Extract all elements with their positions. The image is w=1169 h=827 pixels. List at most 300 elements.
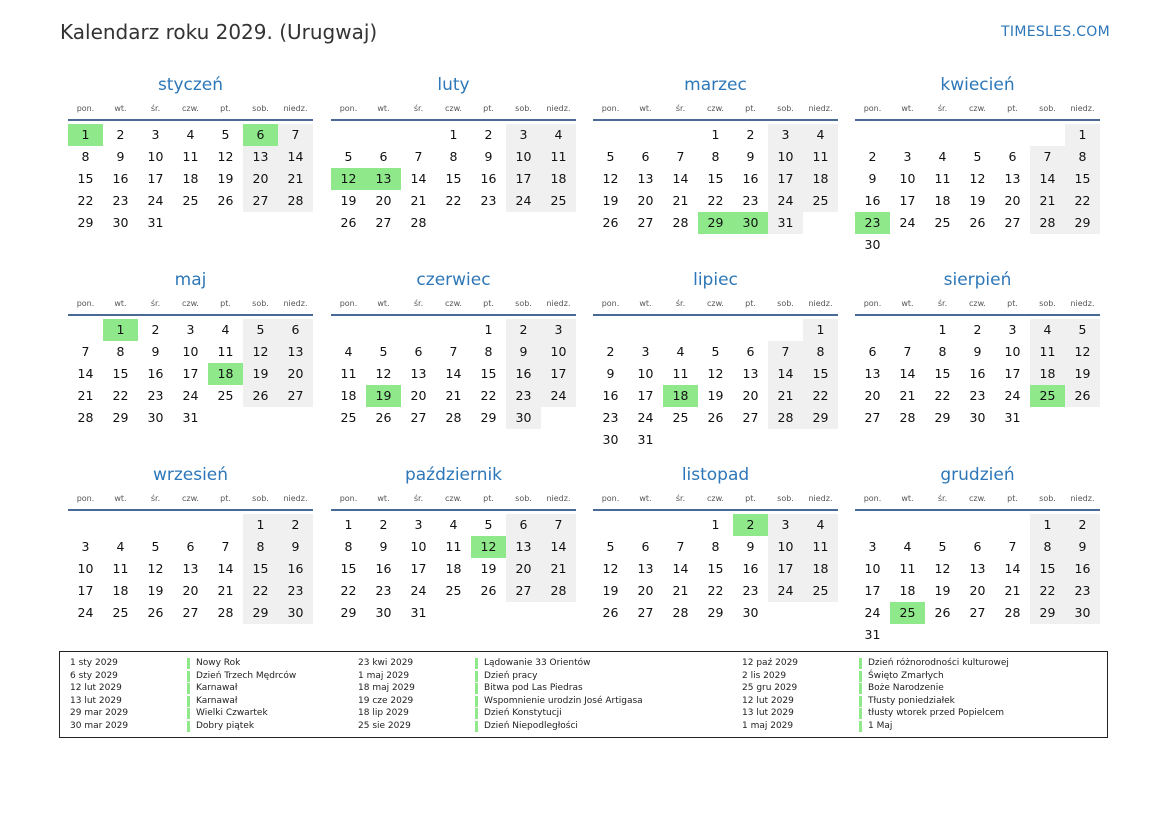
holiday-date: 23 kwi 2029 bbox=[358, 658, 414, 668]
day-cell: 24 bbox=[506, 190, 541, 212]
holiday-date: 12 lut 2029 bbox=[742, 695, 794, 706]
day-cell: 28 bbox=[410, 215, 427, 230]
day-cell: 5 bbox=[606, 539, 615, 554]
day-cell: 17 bbox=[541, 363, 576, 385]
weekday-label: sob. bbox=[777, 104, 794, 113]
day-cell: 5 bbox=[973, 149, 982, 164]
day-cell: 20 bbox=[637, 583, 654, 598]
day-cell: 20 bbox=[969, 583, 986, 598]
holiday-name: Dzień Konstytucji bbox=[484, 708, 562, 719]
day-cell: 18 bbox=[1030, 363, 1065, 385]
day-cell: 26 bbox=[340, 215, 357, 230]
day-cell: 29 bbox=[480, 410, 497, 425]
day-cell: 20 bbox=[864, 388, 881, 403]
day-cell: 29 bbox=[340, 605, 357, 620]
day-cell: 9 bbox=[506, 341, 541, 363]
month-block bbox=[68, 268, 313, 429]
legend-row bbox=[742, 682, 1072, 695]
month-title: wrzesień bbox=[152, 465, 229, 485]
day-cell: 22 bbox=[1065, 190, 1100, 212]
day-cell: 19 bbox=[1065, 363, 1100, 385]
weekday-label: sob. bbox=[515, 104, 532, 113]
holiday-name: 1 Maj bbox=[868, 720, 893, 731]
day-cell: 13 bbox=[1004, 171, 1021, 186]
legend-row bbox=[70, 657, 400, 670]
weekday-label: pt. bbox=[745, 299, 756, 308]
holiday-date: 12 paź 2029 bbox=[742, 658, 799, 668]
day-cell: 15 bbox=[243, 558, 278, 580]
month-title: styczeń bbox=[157, 75, 224, 95]
month-title: maj bbox=[174, 270, 207, 290]
day-cell: 6 bbox=[278, 319, 313, 341]
day-cell: 31 bbox=[182, 410, 199, 425]
day-cell: 8 bbox=[1030, 536, 1065, 558]
day-cell: 28 bbox=[672, 215, 689, 230]
day-cell: 23 bbox=[278, 580, 313, 602]
empty-cell bbox=[960, 514, 995, 536]
weekday-label: niedz. bbox=[546, 104, 571, 113]
holiday-date: 30 mar 2029 bbox=[70, 720, 129, 731]
month-block bbox=[593, 73, 838, 234]
weekday-label: pon. bbox=[601, 299, 620, 308]
day-cell: 9 bbox=[868, 171, 877, 186]
day-cell: 26 bbox=[243, 385, 278, 407]
day-cell: 3 bbox=[768, 124, 803, 146]
day-cell: 18 bbox=[803, 558, 838, 580]
holiday-date: 12 lut 2029 bbox=[70, 683, 122, 694]
day-cell: 10 bbox=[768, 536, 803, 558]
day-cell: 21 bbox=[278, 168, 313, 190]
day-cell: 29 bbox=[1030, 602, 1065, 624]
weekday-label: wt. bbox=[639, 299, 652, 308]
day-cell: 22 bbox=[243, 580, 278, 602]
day-cell: 10 bbox=[77, 561, 94, 576]
day-cell: 28 bbox=[217, 605, 234, 620]
empty-cell bbox=[208, 514, 243, 536]
day-cell: 14 bbox=[672, 561, 689, 576]
legend-row bbox=[742, 720, 1072, 733]
brand-link[interactable]: TIMESLES.COM bbox=[1001, 24, 1110, 40]
weekday-label: niedz. bbox=[808, 299, 833, 308]
weekday-label: pt. bbox=[220, 104, 231, 113]
weekday-label: wt. bbox=[377, 494, 390, 503]
month-block bbox=[593, 463, 838, 624]
empty-cell bbox=[855, 319, 890, 341]
holiday-name: Dzień Niepodległości bbox=[484, 720, 578, 731]
month-days bbox=[68, 124, 313, 234]
day-cell: 21 bbox=[672, 193, 689, 208]
day-cell: 4 bbox=[186, 127, 195, 142]
month-days bbox=[593, 319, 838, 451]
weekday-label: pon. bbox=[76, 104, 95, 113]
weekday-label: czw. bbox=[182, 494, 199, 503]
day-cell: 11 bbox=[541, 146, 576, 168]
day-cell: 8 bbox=[449, 149, 458, 164]
holiday-day-cell: 1 bbox=[68, 124, 103, 146]
weekday-label: pt. bbox=[745, 104, 756, 113]
day-cell: 23 bbox=[375, 583, 392, 598]
day-cell: 9 bbox=[379, 539, 388, 554]
day-cell: 30 bbox=[1065, 602, 1100, 624]
holiday-day-cell: 2 bbox=[733, 514, 768, 536]
weekday-label: pon. bbox=[339, 299, 358, 308]
day-cell: 3 bbox=[1008, 322, 1017, 337]
empty-cell bbox=[331, 319, 366, 341]
day-cell: 8 bbox=[243, 536, 278, 558]
weekday-label: sob. bbox=[777, 299, 794, 308]
weekday-label: pt. bbox=[745, 494, 756, 503]
holiday-name: Lądowanie 33 Orientów bbox=[484, 658, 591, 668]
day-cell: 17 bbox=[864, 583, 881, 598]
weekday-label: niedz. bbox=[808, 104, 833, 113]
weekday-label: niedz. bbox=[808, 494, 833, 503]
day-cell: 3 bbox=[903, 149, 912, 164]
weekday-label: sob. bbox=[1039, 299, 1056, 308]
day-cell: 15 bbox=[707, 171, 724, 186]
legend-row bbox=[742, 670, 1072, 683]
day-cell: 8 bbox=[81, 149, 90, 164]
day-cell: 1 bbox=[484, 322, 493, 337]
day-cell: 24 bbox=[637, 410, 654, 425]
holiday-marker bbox=[859, 721, 862, 732]
legend-row bbox=[742, 707, 1072, 720]
weekday-label: czw. bbox=[445, 299, 462, 308]
weekday-header bbox=[593, 294, 838, 316]
day-cell: 27 bbox=[742, 410, 759, 425]
day-cell: 31 bbox=[410, 605, 427, 620]
day-cell: 27 bbox=[637, 605, 654, 620]
weekday-label: pt. bbox=[1007, 299, 1018, 308]
day-cell: 6 bbox=[973, 539, 982, 554]
weekday-label: niedz. bbox=[283, 494, 308, 503]
holiday-marker bbox=[859, 708, 862, 719]
weekday-label: czw. bbox=[182, 104, 199, 113]
day-cell: 1 bbox=[938, 322, 947, 337]
day-cell: 2 bbox=[151, 322, 160, 337]
day-cell: 15 bbox=[934, 366, 951, 381]
day-cell: 15 bbox=[1065, 168, 1100, 190]
holiday-name: Dzień pracy bbox=[484, 670, 538, 681]
day-cell: 28 bbox=[768, 407, 803, 429]
empty-cell bbox=[890, 124, 925, 146]
weekday-header bbox=[855, 294, 1100, 316]
day-cell: 14 bbox=[410, 171, 427, 186]
empty-cell bbox=[401, 319, 436, 341]
day-cell: 17 bbox=[506, 168, 541, 190]
day-cell: 22 bbox=[445, 193, 462, 208]
weekday-label: pt. bbox=[220, 494, 231, 503]
weekday-label: niedz. bbox=[283, 104, 308, 113]
day-cell: 29 bbox=[803, 407, 838, 429]
day-cell: 9 bbox=[116, 149, 125, 164]
day-cell: 7 bbox=[768, 341, 803, 363]
day-cell: 5 bbox=[1065, 319, 1100, 341]
month-block bbox=[593, 268, 838, 451]
holiday-date: 18 maj 2029 bbox=[358, 683, 415, 694]
holiday-marker bbox=[187, 671, 190, 682]
day-cell: 10 bbox=[864, 561, 881, 576]
empty-cell bbox=[1030, 124, 1065, 146]
day-cell: 20 bbox=[278, 363, 313, 385]
holiday-day-cell: 18 bbox=[663, 385, 698, 407]
month-days bbox=[68, 514, 313, 624]
day-cell: 11 bbox=[934, 171, 951, 186]
day-cell: 7 bbox=[1008, 539, 1017, 554]
day-cell: 17 bbox=[182, 366, 199, 381]
weekday-header bbox=[68, 489, 313, 511]
day-cell: 2 bbox=[116, 127, 125, 142]
day-cell: 1 bbox=[1065, 124, 1100, 146]
day-cell: 24 bbox=[77, 605, 94, 620]
weekday-label: sob. bbox=[1039, 494, 1056, 503]
day-cell: 8 bbox=[116, 344, 125, 359]
day-cell: 1 bbox=[803, 319, 838, 341]
day-cell: 8 bbox=[344, 539, 353, 554]
empty-cell bbox=[628, 124, 663, 146]
empty-cell bbox=[855, 514, 890, 536]
day-cell: 16 bbox=[969, 366, 986, 381]
day-cell: 24 bbox=[768, 190, 803, 212]
holiday-date: 6 sty 2029 bbox=[70, 670, 118, 681]
holiday-day-cell: 13 bbox=[366, 168, 401, 190]
day-cell: 25 bbox=[672, 410, 689, 425]
day-cell: 29 bbox=[1065, 212, 1100, 234]
day-cell: 2 bbox=[484, 127, 493, 142]
day-cell: 5 bbox=[938, 539, 947, 554]
day-cell: 27 bbox=[182, 605, 199, 620]
empty-cell bbox=[103, 514, 138, 536]
day-cell: 21 bbox=[77, 388, 94, 403]
day-cell: 1 bbox=[344, 517, 353, 532]
weekday-label: pt. bbox=[1007, 104, 1018, 113]
month-block bbox=[331, 268, 576, 429]
empty-cell bbox=[890, 319, 925, 341]
day-cell: 13 bbox=[410, 366, 427, 381]
weekday-label: śr. bbox=[937, 299, 948, 308]
empty-cell bbox=[663, 319, 698, 341]
day-cell: 4 bbox=[1030, 319, 1065, 341]
weekday-label: sob. bbox=[777, 494, 794, 503]
day-cell: 23 bbox=[506, 385, 541, 407]
day-cell: 16 bbox=[742, 171, 759, 186]
day-cell: 11 bbox=[1030, 341, 1065, 363]
day-cell: 19 bbox=[480, 561, 497, 576]
day-cell: 14 bbox=[77, 366, 94, 381]
day-cell: 17 bbox=[899, 193, 916, 208]
legend-row bbox=[358, 720, 688, 733]
empty-cell bbox=[995, 514, 1030, 536]
day-cell: 9 bbox=[151, 344, 160, 359]
day-cell: 7 bbox=[1030, 146, 1065, 168]
holiday-marker bbox=[187, 721, 190, 732]
month-days bbox=[331, 319, 576, 429]
day-cell: 19 bbox=[147, 583, 164, 598]
day-cell: 22 bbox=[803, 385, 838, 407]
holiday-name: Nowy Rok bbox=[196, 658, 241, 668]
weekday-label: niedz. bbox=[1070, 299, 1095, 308]
weekday-label: pon. bbox=[601, 494, 620, 503]
day-cell: 15 bbox=[445, 171, 462, 186]
holiday-day-cell: 1 bbox=[103, 319, 138, 341]
day-cell: 3 bbox=[641, 344, 650, 359]
day-cell: 12 bbox=[243, 341, 278, 363]
weekday-label: sob. bbox=[515, 494, 532, 503]
day-cell: 15 bbox=[340, 561, 357, 576]
day-cell: 24 bbox=[899, 215, 916, 230]
month-title: czerwiec bbox=[416, 270, 491, 290]
holiday-marker bbox=[475, 721, 478, 732]
empty-cell bbox=[366, 319, 401, 341]
day-cell: 15 bbox=[707, 561, 724, 576]
holiday-name: Dobry piątek bbox=[196, 720, 255, 731]
day-cell: 6 bbox=[641, 539, 650, 554]
weekday-header bbox=[855, 99, 1100, 121]
weekday-header bbox=[593, 489, 838, 511]
day-cell: 13 bbox=[182, 561, 199, 576]
empty-cell bbox=[663, 124, 698, 146]
weekday-label: niedz. bbox=[1070, 494, 1095, 503]
day-cell: 30 bbox=[742, 605, 759, 620]
day-cell: 2 bbox=[1065, 514, 1100, 536]
day-cell: 17 bbox=[77, 583, 94, 598]
holiday-day-cell: 25 bbox=[890, 602, 925, 624]
day-cell: 2 bbox=[506, 319, 541, 341]
weekday-label: wt. bbox=[901, 494, 914, 503]
day-cell: 29 bbox=[112, 410, 129, 425]
weekday-label: czw. bbox=[707, 299, 724, 308]
day-cell: 30 bbox=[969, 410, 986, 425]
day-cell: 5 bbox=[344, 149, 353, 164]
day-cell: 8 bbox=[711, 539, 720, 554]
day-cell: 6 bbox=[379, 149, 388, 164]
day-cell: 23 bbox=[742, 583, 759, 598]
day-cell: 5 bbox=[151, 539, 160, 554]
day-cell: 15 bbox=[112, 366, 129, 381]
day-cell: 12 bbox=[969, 171, 986, 186]
empty-cell bbox=[663, 514, 698, 536]
holiday-name: Karnawał bbox=[196, 683, 238, 694]
month-title: sierpień bbox=[943, 270, 1012, 290]
weekday-label: sob. bbox=[252, 104, 269, 113]
day-cell: 14 bbox=[278, 146, 313, 168]
day-cell: 13 bbox=[637, 171, 654, 186]
day-cell: 7 bbox=[414, 149, 423, 164]
day-cell: 11 bbox=[182, 149, 199, 164]
day-cell: 30 bbox=[112, 215, 129, 230]
month-title: październik bbox=[404, 465, 503, 485]
weekday-label: niedz. bbox=[546, 494, 571, 503]
day-cell: 24 bbox=[864, 605, 881, 620]
day-cell: 14 bbox=[1030, 168, 1065, 190]
weekday-label: pt. bbox=[220, 299, 231, 308]
day-cell: 17 bbox=[410, 561, 427, 576]
day-cell: 20 bbox=[506, 558, 541, 580]
day-cell: 26 bbox=[1065, 385, 1100, 407]
day-cell: 28 bbox=[278, 190, 313, 212]
weekday-header bbox=[855, 489, 1100, 511]
day-cell: 5 bbox=[221, 127, 230, 142]
weekday-label: czw. bbox=[182, 299, 199, 308]
legend-column bbox=[358, 657, 688, 733]
empty-cell bbox=[593, 514, 628, 536]
day-cell: 27 bbox=[969, 605, 986, 620]
day-cell: 6 bbox=[641, 149, 650, 164]
day-cell: 9 bbox=[1065, 536, 1100, 558]
day-cell: 25 bbox=[541, 190, 576, 212]
day-cell: 10 bbox=[147, 149, 164, 164]
day-cell: 21 bbox=[217, 583, 234, 598]
day-cell: 18 bbox=[803, 168, 838, 190]
day-cell: 23 bbox=[147, 388, 164, 403]
day-cell: 21 bbox=[445, 388, 462, 403]
day-cell: 30 bbox=[147, 410, 164, 425]
day-cell: 30 bbox=[506, 407, 541, 429]
day-cell: 21 bbox=[899, 388, 916, 403]
empty-cell bbox=[855, 124, 890, 146]
day-cell: 31 bbox=[1004, 410, 1021, 425]
day-cell: 31 bbox=[147, 215, 164, 230]
weekday-label: pon. bbox=[601, 104, 620, 113]
day-cell: 17 bbox=[147, 171, 164, 186]
day-cell: 26 bbox=[602, 215, 619, 230]
holiday-date: 1 sty 2029 bbox=[70, 658, 118, 668]
weekday-label: czw. bbox=[707, 494, 724, 503]
weekday-label: wt. bbox=[901, 104, 914, 113]
day-cell: 12 bbox=[217, 149, 234, 164]
weekday-label: sob. bbox=[252, 494, 269, 503]
day-cell: 25 bbox=[803, 190, 838, 212]
weekday-label: czw. bbox=[445, 494, 462, 503]
day-cell: 28 bbox=[672, 605, 689, 620]
month-title: lipiec bbox=[693, 270, 738, 290]
day-cell: 2 bbox=[746, 127, 755, 142]
holiday-date: 18 lip 2029 bbox=[358, 708, 409, 719]
day-cell: 21 bbox=[672, 583, 689, 598]
holiday-date: 1 maj 2029 bbox=[358, 670, 410, 681]
holiday-date: 19 cze 2029 bbox=[358, 695, 414, 706]
day-cell: 16 bbox=[278, 558, 313, 580]
day-cell: 13 bbox=[243, 146, 278, 168]
day-cell: 23 bbox=[602, 410, 619, 425]
day-cell: 11 bbox=[803, 536, 838, 558]
month-days bbox=[593, 124, 838, 234]
month-days bbox=[331, 514, 576, 624]
holiday-name: Święto Zmarłych bbox=[868, 670, 944, 681]
day-cell: 26 bbox=[480, 583, 497, 598]
weekday-label: pon. bbox=[863, 494, 882, 503]
weekday-label: sob. bbox=[1039, 104, 1056, 113]
empty-cell bbox=[995, 124, 1030, 146]
weekday-label: śr. bbox=[413, 299, 424, 308]
day-cell: 22 bbox=[707, 583, 724, 598]
day-cell: 28 bbox=[1004, 605, 1021, 620]
day-cell: 23 bbox=[1065, 580, 1100, 602]
day-cell: 16 bbox=[480, 171, 497, 186]
day-cell: 22 bbox=[707, 193, 724, 208]
day-cell: 28 bbox=[899, 410, 916, 425]
day-cell: 23 bbox=[112, 193, 129, 208]
weekday-header bbox=[331, 99, 576, 121]
weekday-label: wt. bbox=[901, 299, 914, 308]
day-cell: 16 bbox=[147, 366, 164, 381]
day-cell: 1 bbox=[711, 127, 720, 142]
holiday-name: tłusty wtorek przed Popielcem bbox=[868, 708, 1005, 719]
holiday-marker bbox=[859, 671, 862, 682]
day-cell: 5 bbox=[606, 149, 615, 164]
empty-cell bbox=[768, 319, 803, 341]
day-cell: 11 bbox=[340, 366, 357, 381]
day-cell: 10 bbox=[541, 341, 576, 363]
